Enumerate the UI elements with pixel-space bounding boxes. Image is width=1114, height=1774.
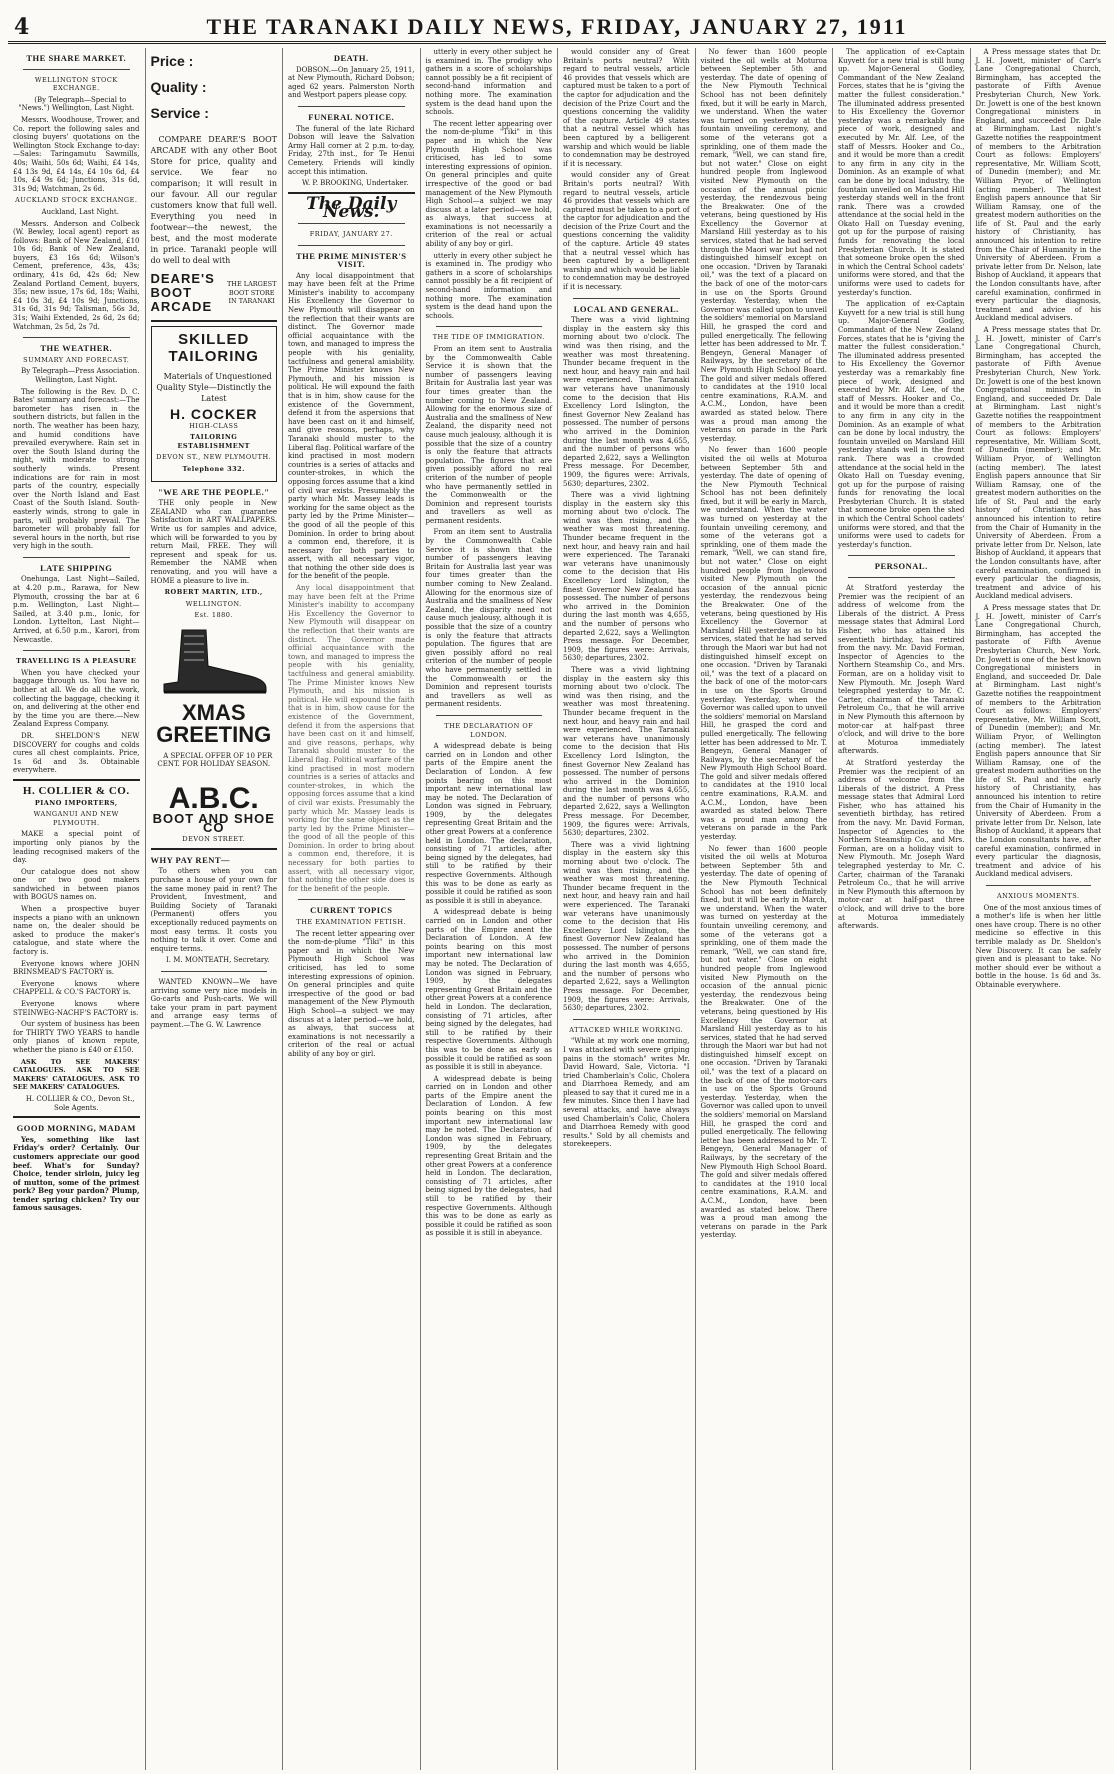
robert-martin: ROBERT MARTIN, LTD.,: [164, 588, 263, 597]
divider: [848, 577, 955, 578]
good-morning-ad: Yes, something like last Friday's order? Certainly. Our customers appreciate our good beef. What's for Sunday? Choice, tender sirloin, juicy leg of mutton, some of the primest pork? Beg your pardon? Plump, tender spring chicken? Try our famous sausages.: [13, 1134, 140, 1213]
quality-label: Quality :: [150, 79, 207, 95]
good-morning-heading: GOOD MORNING, MADAM: [16, 1123, 136, 1134]
divider: [573, 1019, 680, 1020]
visit-editorial: Any local disappointment that may have been felt at the Prime Minister's inability to accompany His Excellency the Governor to New Plymouth will disappear on the reflection that their wants are distinct. The Governor made official acquaintance with the town, and managed to impress the people with his geniality, tactfulness and general amiability. The Prime Minister knows New Plymouth, and his mission is political. He will expound the faith that is in him, show cause for the existence of the Government, defend it from the aspersions that have been cast on it and himself, and give reasons, perhaps, why Taranaki should muster to the Liberal flag. Political warfare of the kind practised in most modern countries is a series of attacks and counter-strokes, in which the opposing forces assume that a kind of civil war exists. Presumably the party which Mr. Massey leads is working for the same object as the party led by the Prime Minister—the good of all the people of this Dominion. In order to bring about a common end, therefore, it is necessary for both parties to assert, with all necessary vigor, that nothing the other side does is for the benefit of the people.: [288, 584, 415, 893]
collier-text: MAKE a special point of importing only pianos by the leading recognised makers of the day.: [13, 830, 140, 865]
divider: [573, 298, 680, 299]
personal-text: At Stratford yesterday the Premier was the recipient of an address of welcome from the Liberals of the district. A Press message states that Admiral Lord Fisher, who has attained his seventieth birthday, has retired from the navy. Mr. David Forman, Inspector of Agencies to the Northern Steamship Co., and Mrs. Forman, are on a holiday visit to New Plymouth. Mr. Joseph Ward telegraphed yesterday to Mr. C. Carter, chairman of the Taranaki Petroleum Co., that he will arrive in New Plymouth this afternoon by motor-car at half-past three o'clock, and will drive to the bore at Moturoa immediately afterwards.: [838, 758, 965, 931]
personal-heading: PERSONAL.: [874, 561, 928, 572]
wellington-exchange-heading: WELLINGTON STOCK EXCHANGE.: [34, 75, 118, 93]
collier-text: Everyone knows where STEINWEG-NACHF'S FACTORY is.: [13, 1000, 140, 1017]
tide-text: From an item sent to Australia by the Commonwealth Cable Service it is shown that the number of passengers leaving Britain for Australia last year was four times greater than the number coming to New Zealand. Allowing for the enormous size of Australia and the smallness of New Zealand, the disparity need not cause much jealousy, although it is possible that the size of a country is only the feature that attracts population. The figures that are given possibly afford no real criterion of the number of people who have permanently settled in the Commonwealth or the Dominion and represent tourists and travellers as well as permanent residents.: [425, 528, 552, 709]
wellington-report: Messrs. Woodhouse, Trower, and Co. report the following sales and closing buyers' quotations on the Wellington Stock Exchange to-day:—Sales: Taringamutu Sawmills, 40s; Waihi, 50s 6d; Waihi, £4 14s, £4 13s 9d, £4 14s, £4 10s 6d, £4 10s, £4 9s 6d; Junctions, 31s 6d, 31s 9d; Watchman, 2s 6d.: [13, 115, 140, 193]
weather-report: The following is the Rev. D. C. Bates' summary and forecast:—The barometer has risen in the southern districts, but fallen in the north. The weather has been hazy, and humid conditions have prevailed everywhere. Rain set in over the South Island during the night, with moderate to strong southerly winds. Present indications are for rain in most parts of the country, especially over the North Island and East Coast of the South Island. South-easterly winds, strong to gale in parts, will probably prevail. The barometer will probably fall for several hours in the north, but rise very high in the south.: [13, 387, 140, 551]
divider: [436, 715, 543, 716]
local-general-text: There was a vivid lightning display in the eastern sky this morning about two o'clock. The wind was then rising, and the weather was most threatening. Thunder became frequent in the next hour, and heavy rain and hail were experienced. The Taranaki war veterans have unanimously come to the decision that His Excellency Lord Islington, the finest Governor New Zealand has possessed. The number of persons who arrived in the Dominion during the last month was 4,655, and the number of persons who departed 2,622, says a Wellington Press message. For December, 1909, the figures were: Arrivals, 5630; departures, 2302.: [563, 665, 690, 838]
price-label: Price :: [150, 53, 194, 69]
column-6: [696, 48, 834, 1770]
declaration-text: A widespread debate is being carried on in London and other parts of the Empire anent the Declaration of London. A few points bearing on this most important new international law may be noted. The Declaration of London was signed in February, 1909, by the delegates representing Great Britain and the other great Powers at a conference held in London. The declaration, consisting of 71 articles, after being signed by the delegates, had still to be ratified by their respective Governments. Although this was to be done as early as possible it could be ratified as soon as possible it is still in abeyance.: [425, 908, 552, 1072]
divider: [161, 971, 268, 972]
personal-continued: A Press message states that Dr. J. H. Jowett, minister of Carr's Lane Congregational Church, Birmingham, has accepted the pastorate of Fifth Avenue Presbyterian Church, New York. Dr. Jowett is one of the best known Congregational ministers in England, and succeeded Dr. Dale at Birmingham. Last night's Gazette notifies the reappointment of members to the Arbitration Court as follows: Employers' representative, Mr. William Scott, of Dunedin (member); and Mr. William Pryor, of Wellington (acting member). The latest English papers announce that Sir William Ramsay, one of the greatest modern authorities on the life of St. Paul and the early history of Christianity, has announced his intention to retire from the Chair of Humanity in the University of Aberdeen. From a private letter from Dr. Nelson, late Bishop of Auckland, it appears that the London consultants have, after careful examination, confirmed in every particular the diagnosis, treatment and advice of his Auckland medical advisers.: [975, 48, 1102, 323]
fetish-heading: THE EXAMINATION FETISH.: [296, 918, 407, 927]
divider: [23, 557, 130, 558]
skilled-heading: SKILLED TAILORING: [168, 331, 259, 365]
skilled-text: Materials of Unquestioned Quality Style—Distinctly the Latest: [156, 372, 272, 403]
deares-block: [151, 272, 278, 314]
weather-summary-heading: SUMMARY AND FORECAST.: [23, 355, 130, 364]
robert-city: WELLINGTON.: [185, 599, 242, 608]
death-notice: DOBSON.—On January 25, 1911, at New Plymouth, Richard Dobson; aged 62 years. Palmerston North and Westport papers please copy.: [288, 65, 415, 100]
columns: [8, 48, 1106, 1770]
divider: [298, 223, 405, 224]
collier-text: Our system of business has been for THIRTY TWO YEARS to handle only pianos of known repute, whether the piano is £40 or £150.: [13, 1020, 140, 1054]
anxious-heading: ANXIOUS MOMENTS.: [996, 892, 1080, 900]
collier-text: Everyone knows where CHAPPELL & CO.'S FACTORY is.: [13, 979, 140, 997]
price-quality-service: [151, 48, 278, 126]
local-paragraphs: The application of ex-Captain Kuyvett for a new trial is still hung up. Major-General Godley, Commandant of the New Zealand Forces, states that he is "giving the matter the fullest consideration." The illuminated address presented to His Excellency the Governor yesterday was a remarkably fine piece of work, designed and executed by Mr. Alf. Lee, of the staff of Messrs. Hooker and Co., and it would be more than a credit to any firm in any city in the Dominion. As an example of what can be done by local industry, the fountain unveiled on Marsland Hill yesterday stands well in the front rank. There was a crowded attendance at the social held in the Okato Hall on Tuesday evening, got up for the purpose of raising funds for renovating the local Presbyterian Church. It is stated that someone broke open the shed in which the Central School cadets' uniforms were stored, and that the uniforms were used to cadets for yesterday's function.: [838, 48, 965, 297]
rent-signature: I. M. MONTEATH, Secretary.: [166, 956, 270, 965]
declaration-heading: THE DECLARATION OF LONDON.: [444, 721, 534, 739]
rent-text: To others when you can purchase a house of your own for the same money paid in rent? The Provident, Investment, and Building Society of Taranaki (Permanent) offers you exceptionally reduced payments on most easy terms. It costs you nothing to talk it over. Come and enquire terms.: [150, 867, 277, 953]
weather-heading: THE WEATHER.: [40, 343, 113, 354]
collier-catalogues: ASK TO SEE MAKERS' CATALOGUES. ASK TO SEE MAKERS' CATALOGUES. ASK TO SEE MAKERS' CATALOGUES.: [13, 1057, 140, 1092]
declaration-continued: would consider any of Great Britain's ports neutral? With regard to neutral vessels, article 46 provides that vessels which are captured must be taken to a port of the captor for adjudication and the decision of the Prize Court and the questions concerning the validity of the capture. Article 49 states that a neutral vessel which has been captured by a belligerent warship and which would be liable to condemnation may be destroyed if it is necessary.: [563, 171, 690, 292]
local-general-text: There was a vivid lightning display in the eastern sky this morning about two o'clock. The wind was then rising, and the weather was most threatening. Thunder became frequent in the next hour, and heavy rain and hail were experienced. The Taranaki war veterans have unanimously come to the decision that His Excellency Lord Islington, the finest Governor New Zealand has possessed. The number of persons who arrived in the Dominion during the last month was 4,655, and the number of persons who departed 2,622, says a Wellington Press message. For December, 1909, the figures were: Arrivals, 5630; departures, 2302.: [563, 316, 690, 488]
shipping-report: Onehunga, Last Night—Sailed, at 4.20 p.m., Rarawa, for New Plymouth, crossing the bar at 6 p.m. Wellington, Last Night—Sailed, at 3.40 p.m., Ionic, for London. Lyttelton, Last Night—Arrived, at 6.50 p.m., Karori, from Newcastle.: [13, 575, 140, 644]
auckland-exchange-heading: AUCKLAND STOCK EXCHANGE.: [15, 196, 138, 205]
divider: [23, 69, 130, 70]
column-7: [833, 48, 971, 1770]
cocker-telephone: Telephone 332.: [182, 464, 245, 473]
funeral-heading: FUNERAL NOTICE.: [308, 111, 395, 122]
column-3: [283, 48, 421, 1770]
attacked-text: "While at my work one morning, I was attacked with severe griping pains in the stomach" writes Mr. David Howard, Sale, Victoria. "I tried Chamberlain's Colic, Cholera and Diarrhoea Remedy, and am pleased to say that it cured me in a few minutes. Since then I have had several attacks, and have always used Chamberlain's Colic, Cholera and Diarrhoea Remedy with good results." Sold by all chemists and storekeepers.: [563, 1037, 690, 1149]
funeral-signature: W. P. BROOKING, Undertaker.: [301, 179, 409, 188]
collier-text: Our catalogue does not show one or two good makers sandwiched in between pianos with BOGUS names on.: [13, 867, 140, 902]
people-text: THE only people in New ZEALAND who can guarantee Satisfaction in ART WALLPAPERS. Write us for samples and advice, which will be forwarded to you by return Mail, FREE. They will represent and speak for us. Remember the NAME when renovating, and you will have a HOME a pleasure to live in.: [150, 499, 277, 585]
divider: [848, 555, 955, 556]
wellington-dateline: (By Telegraph—Special to "News.") Wellington, Last Night.: [18, 95, 135, 113]
xmas-greeting: XMAS GREETING: [156, 699, 272, 747]
divider: [151, 320, 278, 322]
compare-ad: COMPARE DEARE'S BOOT ARCADE with any other Boot Store for price, quality and service. We fear no comparison; it will result in our favour. All our regular customers know that full well. Everything you need in footwear—the newest, the best, and the most moderate in price. Taranaki people will do well to deal with: [150, 135, 277, 265]
service-label: Service :: [150, 105, 209, 121]
column-8: [971, 48, 1107, 1770]
divider: [436, 326, 543, 327]
boot-illustration: [154, 626, 274, 696]
newspaper-title: THE TARANAKI DAILY NEWS, FRIDAY, JANUARY 27, 1911: [206, 14, 908, 39]
local-general-text: There was a vivid lightning display in the eastern sky this morning about two o'clock. The wind was then rising, and the weather was most threatening. Thunder became frequent in the next hour, and heavy rain and hail were experienced. The Taranaki war veterans have unanimously come to the decision that His Excellency Lord Islington, the finest Governor New Zealand has possessed. The number of persons who arrived in the Dominion during the last month was 4,655, and the number of persons who departed 2,622, says a Wellington Press message. For December, 1909, the figures were: Arrivals, 5630; departures, 2302.: [563, 840, 690, 1013]
column-4: [421, 48, 559, 1770]
people-heading: "WE ARE THE PEOPLE.": [158, 486, 270, 497]
divider: [298, 899, 405, 900]
column-1: [8, 48, 146, 1770]
shipping-heading: LATE SHIPPING: [40, 562, 113, 573]
local-paragraphs: No fewer than 1600 people visited the oil wells at Moturoa between September 5th and yesterday. The date of opening of the New Plymouth Technical School has not been definitely fixed, but it will be early in March, we understand. When the water was turned on yesterday at the fountain unveiling ceremony, and some of the veterans got a sprinkling, one of them made the remark, "Well, we can stand fire, but not water." Close on eight hundred people from Inglewood visited New Plymouth on the occasion of the annual picnic yesterday, the rendezvous being the Breakwater. One of the veterans, being questioned by His Excellency the Governor at Marsland Hill yesterday as to his services, stated that he had served through the Maori war but had not distinguished himself except on one occasion. "Driven by Taranaki oil," was the text of a placard on the back of one of the motor-cars in use on the Sports Ground yesterday. Yesterday, when the Governor was called upon to unveil the soldiers' memorial on Marsland Hill, he grasped the cord and pulled energetically. The fellowing letter has been addressed to Mr. T. Bengeyn, General Manager of Railways, by the secretary of the New Plymouth High School Board. The gold and silver medals offered to candidates at the 1910 local centre examinations, R.A.M. and A.C.M., London, have been awarded as stated below. There was a proud man among the veterans on parade in the Park yesterday.: [700, 446, 827, 842]
wanted-ad: WANTED KNOWN—We have arriving some very nice models in Go-carts and Push-carts. We will take your pram in part payment and arrange easy terms of payment.—The G. W. Lawrence: [150, 977, 277, 1029]
declaration-continued: would consider any of Great Britain's ports neutral? With regard to neutral vessels, article 46 provides that vessels which are captured must be taken to a port of the captor for adjudication and the decision of the Prize Court and the questions concerning the validity of the capture. Article 49 states that a neutral vessel which has been captured by a belligerent warship and which would be liable to condemnation may be destroyed if it is necessary.: [563, 48, 690, 168]
daily-news-logo: The Daily News.: [306, 193, 397, 223]
local-general-text: There was a vivid lightning display in the eastern sky this morning about two o'clock. The wind was then rising, and the weather was most threatening. Thunder became frequent in the next hour, and heavy rain and hail were experienced. The Taranaki war veterans have unanimously come to the decision that His Excellency Lord Islington, the finest Governor New Zealand has possessed. The number of persons who arrived in the Dominion during the last month was 4,655, and the number of persons who departed 2,622, says a Wellington Press message. For December, 1909, the figures were: Arrivals, 5630; departures, 2302.: [563, 491, 690, 663]
auckland-report: Messrs. Anderson and Colbeck (W. Bewley, local agent) report as follows: Bank of New Zealand, £10 10s 6d; Bank of New Zealand, buyers, £3 16s 6d; Wilson's Cement, preference, 43s, 43s; ordinary, 41s 6d, 42s 6d; New Zealand Portland Cement, buyers, 35s; new issue, 17s 6d, 18s; Waihi, £4 10s 3d, £4 10s 9d; Junctions, 31s 6d, 31s 9d; Talisman, 56s 3d, 31s; Waihi Extended, 2s 6d, 2s 6d; Watchman, 2s 5d, 2s 7d.: [13, 219, 140, 331]
personal-text: At Stratford yesterday the Premier was the recipient of an address of welcome from the Liberals of the district. A Press message states that Admiral Lord Fisher, who has attained his seventieth birthday, has retired from the navy. Mr. David Forman, Inspector of Agencies to the Northern Steamship Co., and Mrs. Forman, are on a holiday visit to New Plymouth. Mr. Joseph Ward telegraphed yesterday to Mr. C. Carter, chairman of the Taranaki Petroleum Co., that he will arrive in New Plymouth this afternoon by motor-car at half-past three o'clock, and will drive to the bore at Moturoa immediately afterwards.: [838, 584, 965, 756]
deares-largest: THE LARGEST BOOT STORE IN TARANAKI: [226, 280, 277, 306]
cocker-sub: HIGH-CLASS: [189, 421, 239, 430]
cocker-establishment: TAILORING ESTABLISHMENT: [177, 433, 251, 450]
collier-signature: H. COLLIER & CO., Devon St., Sole Agents.: [25, 1094, 135, 1112]
divider: [151, 848, 278, 850]
local-general-heading: LOCAL AND GENERAL.: [573, 303, 679, 314]
auckland-dateline: Auckland, Last Night.: [41, 207, 119, 216]
xmas-offer: A SPECIAL OFFER OF 10 PER CENT. FOR HOLIDAY SEASON.: [157, 751, 273, 769]
visit-heading: THE PRIME MINISTER'S VISIT.: [295, 250, 407, 270]
travelling-heading: TRAVELLING IS A PLEASURE: [16, 657, 137, 666]
column-5: [558, 48, 696, 1770]
divider: [298, 245, 405, 246]
fetish-text: The recent letter appearing over the nom-de-plume "Tiki" in this paper and in which the New Plymouth High School was criticised, has led to some interesting expressions of opinion. On general principles and quite irrespective of the good or bad management of the New Plymouth High School—a subject we may discuss at a later period—we hold, as always, that success at examinations is not necessarily a criterion of the real or actual ability of any boy or girl.: [288, 929, 415, 1058]
share-market-heading: THE SHARE MARKET.: [26, 53, 127, 63]
tide-text: From an item sent to Australia by the Commonwealth Cable Service it is shown that the number of passengers leaving Britain for Australia last year was four times greater than the number coming to New Zealand. Allowing for the enormous size of Australia and the smallness of New Zealand, the disparity need not cause much jealousy, although it is possible that the size of a country is only the feature that attracts population. The figures that are given possibly afford no real criterion of the number of people who have permanently settled in the Commonwealth or the Dominion and represent tourists and travellers as well as permanent residents.: [425, 345, 552, 525]
declaration-text: A widespread debate is being carried on in London and other parts of the Empire anent the Declaration of London. A few points bearing on this most important new international law may be noted. The Declaration of London was signed in February, 1909, by the delegates representing Great Britain and the other great Powers at a conference held in London. The declaration, consisting of 71 articles, after being signed by the delegates, had still to be ratified by their respective Governments. Although this was to be done as early as possible it could be ratified as soon as possible it is still in abeyance.: [425, 1074, 552, 1238]
abc-company: BOOT AND SHOE CO: [152, 811, 275, 835]
divider: [986, 885, 1092, 886]
column-2: [146, 48, 284, 1770]
page-number: 4: [14, 14, 30, 40]
divider: [23, 650, 130, 651]
fetish-continued: The recent letter appearing over the nom-de-plume "Tiki" in this paper and in which the New Plymouth High School was criticised, has led to some interesting expressions of opinion. On general principles and quite irrespective of the good or bad management of the New Plymouth High School—a subject we may discuss at a later period—we hold, as always, that success at examinations is not necessarily a criterion of the real or actual ability of any boy or girl.: [425, 119, 552, 249]
funeral-notice: The funeral of the late Richard Dobson will leave the Salvation Army Hall corner at 2 p.m. to-day, Friday, 27th inst., for Te Henui Cemetery. Friends will kindly accept this intimation.: [288, 124, 415, 176]
rent-heading: WHY PAY RENT—: [150, 854, 231, 865]
divider: [23, 337, 130, 338]
personal-continued: A Press message states that Dr. J. H. Jowett, minister of Carr's Lane Congregational Church, Birmingham, has accepted the pastorate of Fifth Avenue Presbyterian Church, New York. Dr. Jowett is one of the best known Congregational ministers in England, and succeeded Dr. Dale at Birmingham. Last night's Gazette notifies the reappointment of members to the Arbitration Court as follows: Employers' representative, Mr. William Scott, of Dunedin (member); and Mr. William Pryor, of Wellington (acting member). The latest English papers announce that Sir William Ramsay, one of the greatest modern authorities on the life of St. Paul and the early history of Christianity, has announced his intention to retire from the Chair of Humanity in the University of Aberdeen. From a private letter from Dr. Nelson, late Bishop of Auckland, it appears that the London consultants have, after careful examination, confirmed in every particular the diagnosis, treatment and advice of his Auckland medical advisers.: [975, 604, 1102, 879]
sheldon-ad: DR. SHELDON'S NEW DISCOVERY for coughs and colds cures all chest complaints. Price, 1s 6d and 3s. Obtainable everywhere.: [13, 731, 140, 775]
masthead: [8, 10, 1106, 44]
attacked-heading: ATTACKED WHILE WORKING.: [569, 1025, 684, 1034]
personal-continued: A Press message states that Dr. J. H. Jowett, minister of Carr's Lane Congregational Church, Birmingham, has accepted the pastorate of Fifth Avenue Presbyterian Church, New York. Dr. Jowett is one of the best known Congregational ministers in England, and succeeded Dr. Dale at Birmingham. Last night's Gazette notifies the reappointment of members to the Arbitration Court as follows: Employers' representative, Mr. William Scott, of Dunedin (member); and Mr. William Pryor, of Wellington (acting member). The latest English papers announce that Sir William Ramsay, one of the greatest modern authorities on the life of St. Paul and the early history of Christianity, has announced his intention to retire from the Chair of Humanity in the University of Aberdeen. From a private letter from Dr. Nelson, late Bishop of Auckland, it appears that the London consultants have, after careful examination, confirmed in every particular the diagnosis, treatment and advice of his Auckland medical advisers.: [975, 326, 1102, 601]
anxious-text: One of the most anxious times of a mother's life is when her little ones have croup. There is no other medicine so effective in this terrible malady as Dr. Sheldon's New Discovery. It can be safely given and is pleasant to take. No mother should ever be without a bottle in the house. 1s 6d and 3s. Obtainable everywhere.: [975, 903, 1102, 989]
cocker-name: H. COCKER: [169, 406, 258, 422]
divider: [13, 1116, 140, 1118]
cocker-address: DEVON ST., NEW PLYMOUTH.: [156, 453, 272, 462]
weather-dateline: By Telegraph—Press Association. Wellington, Last Night.: [21, 367, 140, 384]
declaration-text: A widespread debate is being carried on in London and other parts of the Empire anent the Declaration of London. A few points bearing on this most important new international law may be noted. The Declaration of London was signed in February, 1909, by the delegates representing Great Britain and the other great Powers at a conference held in London. The declaration, consisting of 71 articles, after being signed by the delegates, had still to be ratified by their respective Governments. Although this was to be done as early as possible it could be ratified as soon as possible it is still in abeyance.: [425, 742, 552, 905]
robert-established: Est. 1880.: [194, 611, 233, 620]
divider: [298, 106, 405, 107]
divider: [13, 779, 140, 781]
current-topics-heading: CURRENT TOPICS: [310, 905, 393, 916]
collier-text: When a prospective buyer inspects a piano with an unknown name on, the dealer should be asked to produce the maker's catalogue, and state where the factory is.: [13, 905, 140, 957]
collier-subheading: PIANO IMPORTERS,: [34, 798, 118, 807]
travelling-ad: When you have checked your baggage through us. You have no bother at all. We do all the work, collecting the baggage, checking it on, and delivering at the other end by the time you are there.—New Zealand Express Company.: [13, 668, 140, 729]
local-paragraphs: No fewer than 1600 people visited the oil wells at Moturoa between September 5th and yesterday. The date of opening of the New Plymouth Technical School has not been definitely fixed, but it will be early in March, we understand. When the water was turned on yesterday at the fountain unveiling ceremony, and some of the veterans got a sprinkling, one of them made the remark, "Well, we can stand fire, but not water." Close on eight hundred people from Inglewood visited New Plymouth on the occasion of the annual picnic yesterday, the rendezvous being the Breakwater. One of the veterans, being questioned by His Excellency the Governor at Marsland Hill yesterday as to his services, stated that he had served through the Maori war but had not distinguished himself except on one occasion. "Driven by Taranaki oil," was the text of a placard on the back of one of the motor-cars in use on the Sports Ground yesterday. Yesterday, when the Governor was called upon to unveil the soldiers' memorial on Marsland Hill, he grasped the cord and pulled energetically. The fellowing letter has been addressed to Mr. T. Bengeyn, General Manager of Railways, by the secretary of the New Plymouth High School Board. The gold and silver medals offered to candidates at the 1910 local centre examinations, R.A.M. and A.C.M., London, have been awarded as stated below. There was a proud man among the veterans on parade in the Park yesterday.: [700, 844, 827, 1240]
local-paragraphs: The application of ex-Captain Kuyvett for a new trial is still hung up. Major-General Godley, Commandant of the New Zealand Forces, states that he is "giving the matter the fullest consideration." The illuminated address presented to His Excellency the Governor yesterday was a remarkably fine piece of work, designed and executed by Mr. Alf. Lee, of the staff of Messrs. Hooker and Co., and it would be more than a credit to any firm in any city in the Dominion. As an example of what can be done by local industry, the fountain unveiled on Marsland Hill yesterday stands well in the front rank. There was a crowded attendance at the social held in the Okato Hall on Tuesday evening, got up for the purpose of raising funds for renovating the local Presbyterian Church. It is stated that someone broke open the shed in which the Central School cadets' uniforms were stored, and that the uniforms were used to cadets for yesterday's function.: [838, 300, 965, 549]
local-paragraphs: No fewer than 1600 people visited the oil wells at Moturoa between September 5th and yesterday. The date of opening of the New Plymouth Technical School has not been definitely fixed, but it will be early in March, we understand. When the water was turned on yesterday at the fountain unveiling ceremony, and some of the veterans got a sprinkling, one of them made the remark, "Well, we can stand fire, but not water." Close on eight hundred people from Inglewood visited New Plymouth on the occasion of the annual picnic yesterday, the rendezvous being the Breakwater. One of the veterans, being questioned by His Excellency the Governor at Marsland Hill yesterday as to his services, stated that he had served through the Maori war but had not distinguished himself except on one occasion. "Driven by Taranaki oil," was the text of a placard on the back of one of the motor-cars in use on the Sports Ground yesterday. Yesterday, when the Governor was called upon to unveil the soldiers' memorial on Marsland Hill, he grasped the cord and pulled energetically. The fellowing letter has been addressed to Mr. T. Bengeyn, General Manager of Railways, by the secretary of the New Plymouth High School Board. The gold and silver medals offered to candidates at the 1910 local centre examinations, R.A.M. and A.C.M., London, have been awarded as stated below. There was a proud man among the veterans on parade in the Park yesterday.: [700, 48, 827, 443]
collier-text: Everyone knows where JOHN BRINSMEAD'S FACTORY is.: [13, 959, 140, 977]
collier-towns: WANGANUI AND NEW PLYMOUTH.: [33, 810, 119, 827]
tide-heading: THE TIDE OF IMMIGRATION.: [432, 333, 545, 342]
skilled-tailoring-ad: [151, 326, 278, 482]
death-heading: DEATH.: [333, 53, 369, 63]
deares-name: DEARE'S BOOT ARCADE: [150, 271, 215, 314]
fetish-continued: utterly in every other subject he is examined in. The prodigy who gathers in a score of scholarships cannot possibly be a fit recipient of second-hand information and nothing more. The examination system is the dead hand upon the schools.: [425, 251, 552, 320]
collier-heading: H. COLLIER & CO.: [22, 784, 130, 797]
editorial-date: FRIDAY, JANUARY 27.: [309, 229, 393, 238]
abc-name: A.B.C.: [168, 782, 259, 816]
visit-editorial: Any local disappointment that may have been felt at the Prime Minister's inability to accompany His Excellency the Governor to New Plymouth will disappear on the reflection that their wants are distinct. The Governor made official acquaintance with the town, and managed to impress the people with his geniality, tactfulness and general amiability. The Prime Minister knows New Plymouth, and his mission is political. He will expound the faith that is in him, show cause for the existence of the Government, defend it from the aspersions that have been cast on it and himself, and give reasons, perhaps, why Taranaki should muster to the Liberal flag. Political warfare of the kind practised in most modern countries is a series of attacks and counter-strokes, in which the opposing forces assume that a kind of civil war exists. Presumably the party which Mr. Massey leads is working for the same object as the party led by the Prime Minister—the good of all the people of this Dominion. In order to bring about a common end, therefore, it is necessary for both parties to assert, with all necessary vigor, that nothing the other side does is for the benefit of the people.: [288, 271, 415, 581]
fetish-continued: utterly in every other subject he is examined in. The prodigy who gathers in a score of scholarships cannot possibly be a fit recipient of second-hand information and nothing more. The examination system is the dead hand upon the schools.: [425, 48, 552, 117]
abc-street: DEVON STREET.: [182, 835, 246, 844]
